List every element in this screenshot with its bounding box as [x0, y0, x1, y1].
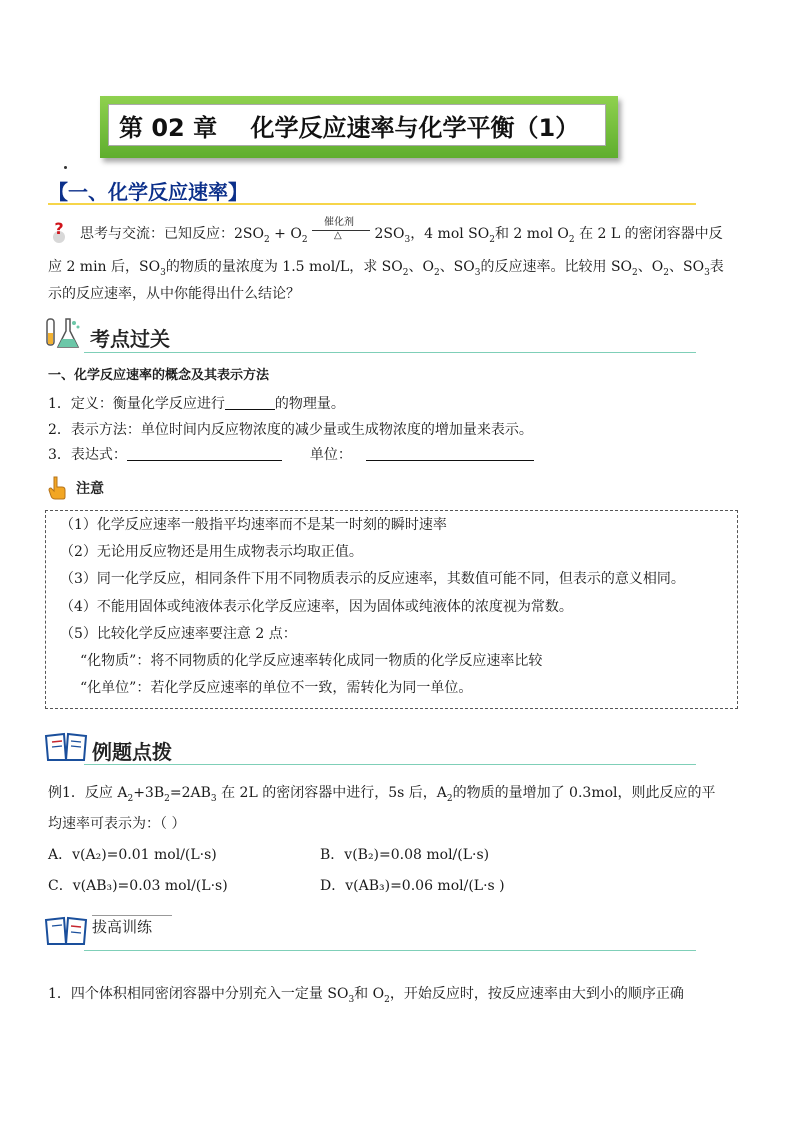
note-line: （2）无论用反应物还是用生成物表示均取正值。 [60, 544, 363, 560]
concept-subtitle: 一、化学反应速率的概念及其表示方法 [48, 368, 270, 383]
chapter-title: 第 02 章 化学反应速率与化学平衡（1） [108, 104, 606, 146]
note-header: 注意 [76, 481, 104, 497]
training-header: 拔高训练 [92, 918, 153, 936]
catalyst-arrow: 催化剂 △ [312, 221, 370, 241]
example-underline [84, 764, 696, 765]
section-underline [48, 203, 696, 205]
think-line-1: 思考与交流：已知反应：$2SO_2 + O_2$ 催化剂 △ $2SO_3$，4 mol $SO_2$和 2 mol $O_2$ 在 2 L 的密闭容器中反 [80, 217, 723, 245]
training-underline [84, 950, 696, 951]
kaodian-header: 考点过关 [90, 327, 170, 351]
note-line: （4）不能用固体或纯液体表示化学反应速率，因为固体或纯液体的浓度视为常数。 [60, 599, 573, 615]
blank-unit[interactable] [366, 446, 534, 461]
option-a[interactable]: A．v(A₂)=0.01 mol/(L·s) [48, 847, 217, 863]
dot-mark [64, 166, 67, 169]
item-method: 2．表示方法：单位时间内反应物浓度的减少量或生成物浓度的增加量来表示。 [48, 422, 533, 438]
training-question-1: 1．四个体积相同密闭容器中分别充入一定量 $SO_3$和 $O_2$，开始反应时，按反应速率由大到小的顺序正确 [48, 986, 684, 1005]
option-b[interactable]: B．v(B₂)=0.08 mol/(L·s) [320, 847, 490, 863]
kaodian-underline [84, 352, 696, 353]
example-header: 例题点拨 [92, 740, 172, 764]
example-question-line-1: 例1．反应 $A_2+3B_2=2AB_3$ 在 2L 的密闭容器中进行，5s 后，$A_2$的物质的量增加了 0.3mol，则此反应的平 [48, 785, 716, 804]
think-line-3: 示的反应速率，从中你能得出什么结论？ [48, 286, 300, 302]
lab-flask-icon [44, 315, 84, 353]
svg-text:?: ? [54, 219, 64, 238]
chapter-title-banner [100, 96, 618, 158]
note-line: “化物质”：将不同物质的化学反应速率转化成同一物质的化学反应速率比较 [80, 653, 543, 669]
notebook-icon [44, 914, 88, 948]
option-d[interactable]: D．v(AB₃)=0.06 mol/(L·s ) [320, 878, 505, 894]
blank-expression[interactable] [127, 446, 282, 461]
item-definition: 1．定义：衡量化学反应进行 的物理量。 [48, 396, 345, 412]
section-title: 【一、化学反应速率】 [48, 180, 248, 204]
blank-1[interactable] [225, 395, 275, 410]
note-line: （3）同一化学反应，相同条件下用不同物质表示的反应速率，其数值可能不同，但表示的意义相同。 [60, 571, 685, 587]
note-line: “化单位”：若化学反应速率的单位不一致，需转化为同一单位。 [80, 680, 473, 696]
note-line: （5）比较化学反应速率要注意 2 点： [60, 626, 297, 642]
option-c[interactable]: C．v(AB₃)=0.03 mol/(L·s) [48, 878, 228, 894]
note-line: （1）化学反应速率一般指平均速率而不是某一时刻的瞬时速率 [60, 517, 447, 533]
item-expression: 3．表达式： 单位： [48, 441, 534, 469]
question-mark-icon [48, 219, 70, 245]
open-book-icon [44, 730, 88, 764]
example-question-line-2: 均速率可表示为：（ ） [48, 816, 186, 832]
note-box [45, 510, 738, 709]
think-line-2: 应 2 min 后，$SO_3$的物质的量浓度为 1.5 mol/L，求 $SO_2$、$O_2$、$SO_3$的反应速率。比较用 $SO_2$、$O_2$、$SO_3$表 [48, 259, 724, 278]
pointing-hand-icon [46, 475, 68, 501]
